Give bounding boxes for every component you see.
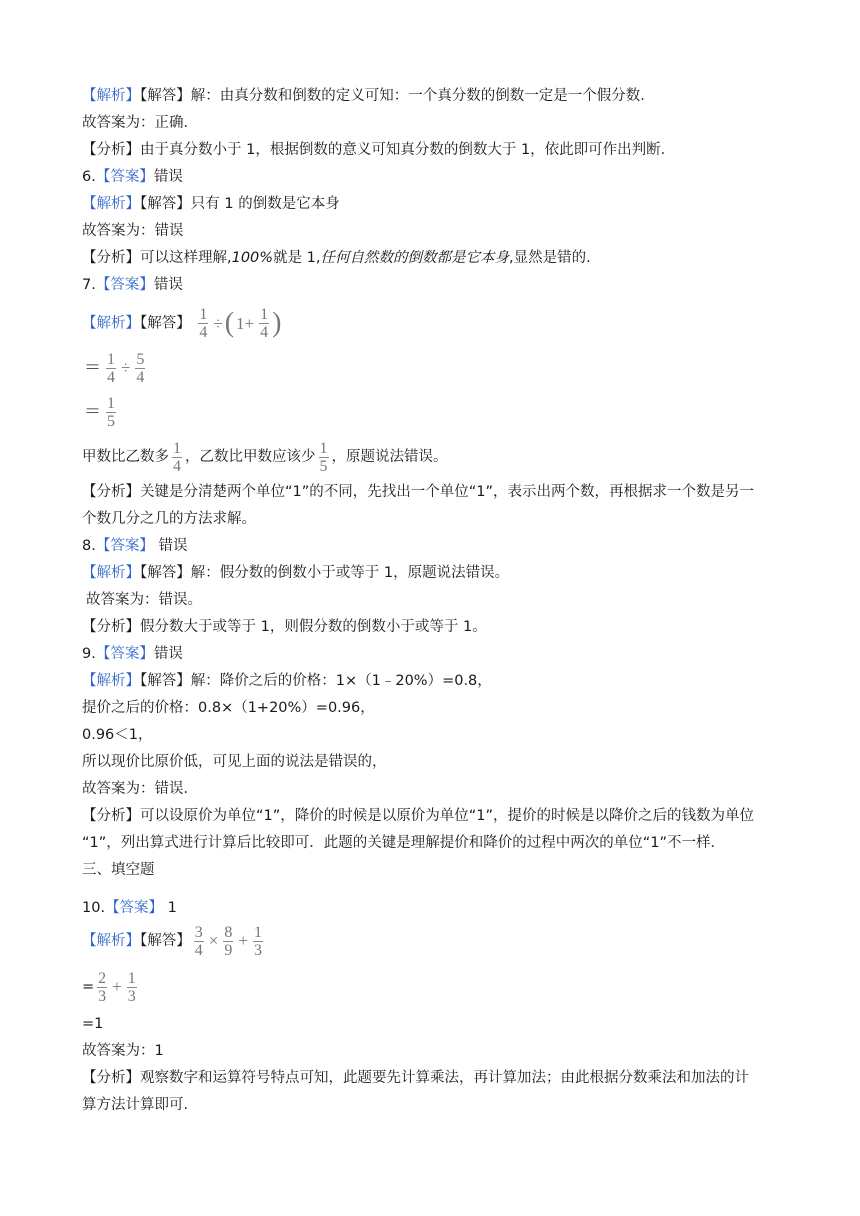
daan-tag: 【答案】 bbox=[105, 900, 164, 916]
fraction: $\frac{3}{4}$ bbox=[194, 923, 203, 959]
fenxi-text: 假分数大于或等于 1，则假分数的倒数小于或等于 1。 bbox=[140, 619, 487, 635]
q7-conclusion bbox=[82, 440, 448, 474]
divide-sign: ÷ bbox=[121, 358, 131, 377]
answer-value: 错误 bbox=[153, 646, 183, 662]
jiexi-text: 【解答】解：假分数的倒数小于或等于 1，原题说法错误。 bbox=[140, 565, 510, 581]
one-plus: 1+ bbox=[236, 313, 255, 333]
question-number: 7. bbox=[82, 277, 96, 293]
q7-answer bbox=[82, 275, 183, 295]
q10-result: =1 bbox=[82, 1016, 104, 1032]
fenxi-tag: 【分析】 bbox=[82, 484, 140, 500]
q8-jiexi bbox=[82, 563, 509, 583]
q8-answer-line: 故答案为：错误。 bbox=[86, 592, 202, 608]
q10-answer bbox=[82, 898, 177, 918]
fenxi-text: 由于真分数小于 1，根据倒数的意义可知真分数的倒数大于 1，依此即可作出判断． bbox=[140, 142, 676, 158]
q10-jiexi bbox=[82, 924, 266, 958]
q9-fenxi bbox=[82, 806, 754, 826]
q7-step3 bbox=[82, 395, 119, 429]
q10-step2 bbox=[82, 970, 140, 1004]
fraction: $\frac{8}{9}$ bbox=[224, 923, 233, 959]
jiexi-text: 【解答】 bbox=[140, 315, 191, 332]
q6-answer-line: 故答案为：错误 bbox=[82, 223, 184, 239]
jiexi-tag: 【解析】 bbox=[82, 315, 140, 332]
fraction: $\frac{1}{4}$ bbox=[199, 306, 208, 341]
answer-value: 错误 bbox=[153, 538, 188, 554]
q9-jiexi bbox=[82, 671, 492, 691]
paren-open: ( bbox=[224, 307, 235, 339]
q9-line3: 0.96＜1， bbox=[82, 727, 153, 743]
q9-answer-line: 故答案为：错误． bbox=[82, 781, 198, 797]
fraction: $\frac{2}{3}$ bbox=[98, 969, 107, 1005]
q7-fenxi-cont: 个数几分之几的方法求解。 bbox=[82, 511, 256, 527]
conclusion-text-b: ，乙数比甲数应该少 bbox=[185, 449, 316, 465]
q7-jiexi bbox=[82, 307, 281, 340]
question-number: 9. bbox=[82, 646, 96, 662]
daan-tag: 【答案】 bbox=[95, 277, 154, 293]
fenxi-tag: 【分析】 bbox=[82, 808, 140, 824]
q7-step2 bbox=[82, 351, 148, 385]
equals-sign: ＝ bbox=[84, 358, 101, 377]
q6-fenxi bbox=[82, 248, 591, 268]
jiexi-tag: 【解析】 bbox=[82, 673, 140, 689]
q8-answer bbox=[82, 536, 187, 556]
q10-fenxi bbox=[82, 1068, 749, 1088]
equals-sign: = bbox=[82, 979, 95, 995]
section-heading: 三、填空题 bbox=[82, 862, 155, 878]
fenxi-tag: 【分析】 bbox=[82, 142, 140, 158]
jiexi-line-5 bbox=[82, 86, 655, 106]
jiexi-tag: 【解析】 bbox=[82, 88, 140, 104]
paren-close: ) bbox=[272, 307, 282, 339]
q7-fenxi bbox=[82, 482, 754, 502]
daan-tag: 【答案】 bbox=[95, 646, 154, 662]
fenxi-text-d: 任何自然数的倒数都是它本身 bbox=[320, 250, 510, 266]
fraction: $\frac{1}{3}$ bbox=[253, 923, 262, 959]
conclusion-text-c: ，原题说法错误。 bbox=[331, 449, 448, 465]
fenxi-tag: 【分析】 bbox=[82, 1070, 140, 1086]
multiply-sign: × bbox=[208, 931, 219, 950]
answer-line-5: 故答案为：正确． bbox=[82, 115, 198, 131]
fraction: $\frac{5}{4}$ bbox=[136, 350, 145, 386]
fraction: $\frac{1}{4}$ bbox=[173, 439, 181, 475]
fenxi-tag: 【分析】 bbox=[82, 250, 140, 266]
equals-sign: ＝ bbox=[84, 402, 101, 421]
jiexi-text: 【解答】 bbox=[140, 933, 191, 949]
question-number: 8. bbox=[82, 538, 96, 554]
fraction: $\frac{1}{3}$ bbox=[127, 969, 136, 1005]
fenxi-text: 观察数字和运算符号特点可知，此题要先计算乘法，再计算加法；由此根据分数乘法和加法的计 bbox=[140, 1070, 749, 1086]
jiexi-tag: 【解析】 bbox=[82, 565, 140, 581]
question-number: 10. bbox=[82, 900, 106, 916]
q6-jiexi bbox=[82, 194, 340, 214]
jiexi-text: 【解答】解：降价之后的价格：1×（1﹣20%）=0.8， bbox=[140, 673, 492, 689]
fenxi-text-c: 就是 1, bbox=[273, 250, 321, 266]
daan-tag: 【答案】 bbox=[95, 169, 154, 185]
divide-sign: ÷ bbox=[213, 313, 223, 333]
question-number: 6. bbox=[82, 169, 96, 185]
fraction: $\frac{1}{4}$ bbox=[107, 350, 115, 386]
fenxi-text: 关键是分清楚两个单位“1”的不同，先找出一个单位“1”，表示出两个数，再根据求一个数是另一 bbox=[140, 484, 754, 500]
fenxi-text-e: ,显然是错的. bbox=[509, 250, 591, 266]
q6-answer bbox=[82, 167, 183, 187]
q9-line4: 所以现价比原价低，可见上面的说法是错误的， bbox=[82, 754, 387, 770]
answer-value: 1 bbox=[163, 900, 177, 916]
fenxi-text-b: 100% bbox=[231, 250, 274, 266]
fenxi-line-5 bbox=[82, 140, 675, 160]
answer-value: 错误 bbox=[153, 277, 183, 293]
conclusion-text-a: 甲数比乙数多 bbox=[82, 449, 169, 465]
fraction: $\frac{1}{4}$ bbox=[260, 306, 269, 341]
q10-fenxi-cont: 算方法计算即可. bbox=[82, 1097, 189, 1113]
plus-sign: + bbox=[112, 977, 122, 996]
answer-value: 错误 bbox=[153, 169, 183, 185]
daan-tag: 【答案】 bbox=[95, 538, 154, 554]
q8-fenxi bbox=[82, 617, 487, 637]
jiexi-tag: 【解析】 bbox=[82, 933, 140, 949]
jiexi-text: 【解答】解：由真分数和倒数的定义可知：一个真分数的倒数一定是一个假分数． bbox=[140, 88, 655, 104]
q9-answer bbox=[82, 644, 183, 664]
fraction: $\frac{1}{5}$ bbox=[107, 394, 115, 430]
fenxi-text: 可以设原价为单位“1”，降价的时候是以原价为单位“1”，提价的时候是以降价之后的钱数为单位 bbox=[140, 808, 754, 824]
q9-fenxi-cont: “1”，列出算式进行计算后比较即可．此题的关键是理解提价和降价的过程中两次的单位“1”不一样． bbox=[82, 835, 725, 851]
plus-sign: + bbox=[238, 931, 248, 950]
jiexi-tag: 【解析】 bbox=[82, 196, 140, 212]
fenxi-text-a: 可以这样理解, bbox=[140, 250, 232, 266]
q10-answer-line: 故答案为：1 bbox=[82, 1043, 164, 1059]
fraction: $\frac{1}{5}$ bbox=[319, 439, 328, 475]
jiexi-text: 【解答】只有 1 的倒数是它本身 bbox=[140, 196, 340, 212]
fenxi-tag: 【分析】 bbox=[82, 619, 140, 635]
q9-line2: 提价之后的价格：0.8×（1+20%）=0.96， bbox=[82, 700, 375, 716]
